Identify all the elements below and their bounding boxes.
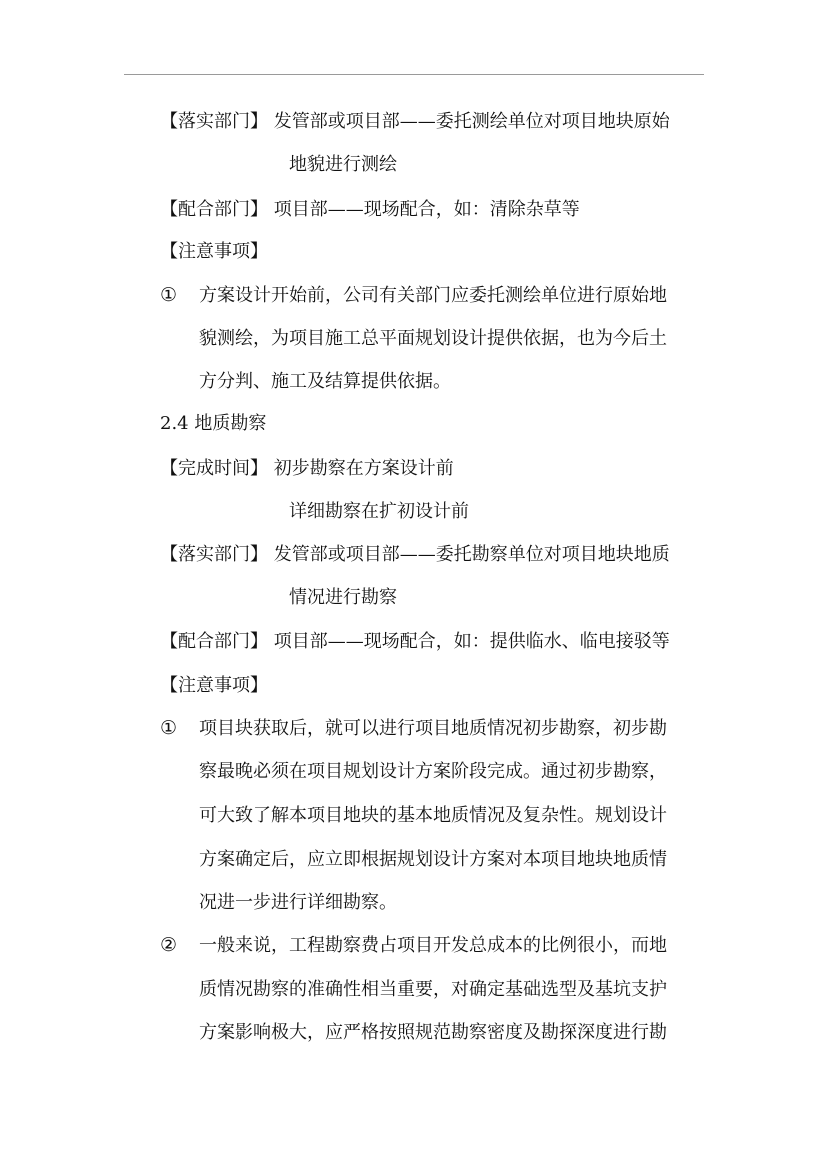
line-17: 可大致了解本项目地块的基本地质情况及复杂性。规划设计 [199,805,667,826]
line-12: 情况进行勘察 [289,587,397,608]
line-5: 方案设计开始前，公司有关部门应委托测绘单位进行原始地 [199,285,667,306]
line-4: 【注意事项】 [160,241,268,262]
line-13: 【配合部门】 项目部——现场配合，如：提供临水、临电接驳等 [160,631,670,652]
line-11: 【落实部门】 发管部或项目部——委托勘察单位对项目地块地质 [160,544,670,565]
line-3: 【配合部门】 项目部——现场配合，如：清除杂草等 [160,199,580,220]
line-7: 方分判、施工及结算提供依据。 [199,371,451,392]
line-21: 质情况勘察的准确性相当重要，对确定基础选型及基坑支护 [199,979,667,1000]
line-14: 【注意事项】 [160,675,268,696]
line-10: 详细勘察在扩初设计前 [289,501,469,522]
marker-3: ② [160,934,178,956]
line-2: 地貌进行测绘 [289,154,397,175]
line-22: 方案影响极大，应严格按照规范勘察密度及勘探深度进行勘 [199,1022,667,1043]
line-6: 貌测绘，为项目施工总平面规划设计提供依据，也为今后土 [199,328,667,349]
line-1: 【落实部门】 发管部或项目部——委托测绘单位对项目地块原始 [160,111,670,132]
line-20: 一般来说，工程勘察费占项目开发总成本的比例很小，而地 [199,935,667,956]
marker-2: ① [160,717,178,739]
line-18: 方案确定后，应立即根据规划设计方案对本项目地块地质情 [199,849,667,870]
header-rule [124,74,704,75]
line-15: 项目块获取后，就可以进行项目地质情况初步勘察，初步勘 [199,718,667,739]
line-19: 况进一步进行详细勘察。 [199,892,397,913]
line-16: 察最晚必须在项目规划设计方案阶段完成。通过初步勘察， [199,761,667,782]
line-9: 【完成时间】 初步勘察在方案设计前 [160,458,454,479]
marker-1: ① [160,284,178,306]
section-heading: 2.4 地质勘察 [160,413,267,434]
